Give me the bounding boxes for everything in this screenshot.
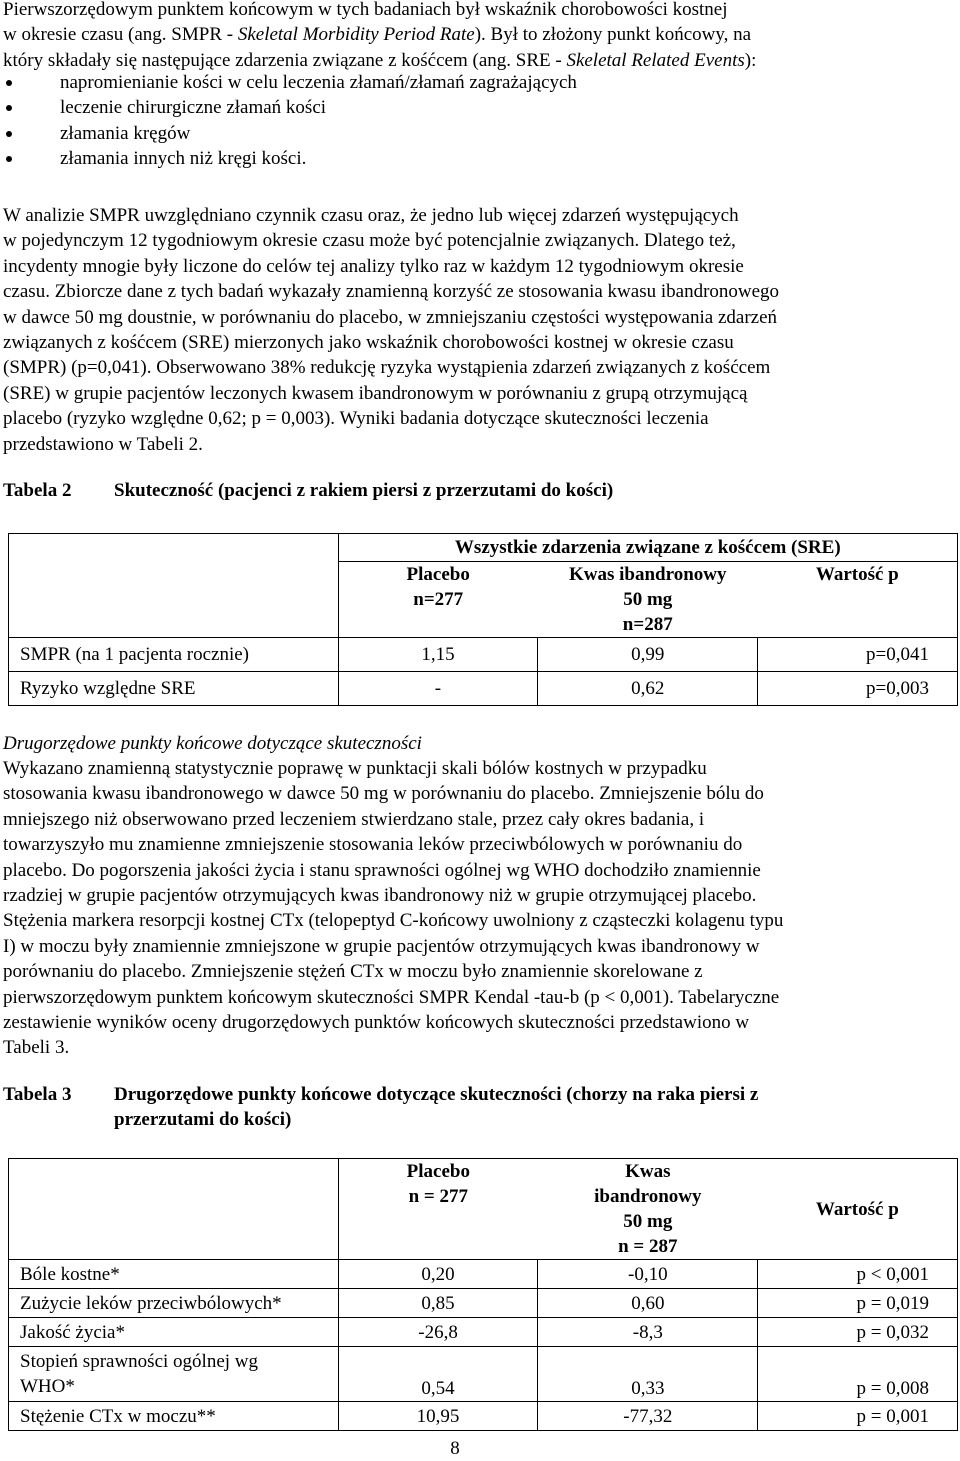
bullet-item: złamania innych niż kręgi kości. [0,146,577,171]
table-row [9,1289,958,1318]
table3-col-iban-label-2: ibandronowy [594,1186,702,1207]
secondary-line: Tabeli 3. [3,1037,70,1059]
table3-cell-iban: -8,3 [538,1318,758,1347]
secondary-line: towarzyszyło mu znamienne zmniejszenie stosowania leków przeciwbólowych w porównaniu do [3,834,743,856]
secondary-line: rzadziej w grupie pacjentów otrzymujących kwas ibandronowy niż w grupie otrzymującej placebo. [3,885,757,907]
table3-title [114,1082,914,1133]
table3-cell-placebo: -26,8 [338,1318,538,1347]
table3-title-line-1: Drugorzędowe punkty końcowe dotyczące skuteczności (chorzy na raka piersi z [114,1084,759,1105]
analysis-line: w dawce 50 mg doustnie, w porównaniu do placebo, w zmniejszaniu częstości występowania zdarzeń [3,306,778,328]
table2-col-placebo-n: n=277 [413,589,464,610]
table2-group-header: Wszystkie zdarzenia związane z kośćcem (SRE) [338,534,957,562]
table2-cell-placebo: 1,15 [338,638,538,672]
intro-line-1: Pierwszorzędowym punktem końcowym w tych badaniach był wskaźnik chorobowości kostnej [3,0,728,20]
intro-line-3a: który składały się następujące zdarzenia związane z kośćcem (ang. SRE - [3,49,567,71]
secondary-line: Stężenia markera resorpcji kostnej CTx (telopeptyd C-końcowy uwolniony z cząsteczki kolagenu typu [3,910,784,932]
bullet-item: leczenie chirurgiczne złamań kości [0,95,577,120]
table3-row-label-line-1: Stopień sprawności ogólnej wg [20,1351,259,1372]
table2-col-iban-n: n=287 [622,614,673,635]
analysis-line: (SMPR) (p=0,041). Obserwowano 38% redukcję ryzyka wystąpienia zdarzeń związanych z kośćcem [3,357,771,379]
table3-col-placebo [338,1159,538,1260]
table3-cell-iban: -77,32 [538,1402,758,1431]
table2-row-label: SMPR (na 1 pacjenta rocznie) [9,638,339,672]
table3 [8,1158,958,1431]
table3-cell-p: p = 0,032 [758,1318,958,1347]
table3-col-iban-dose: 50 mg [623,1211,673,1232]
table3-col-iban-label: Kwas [625,1161,671,1182]
table2-header-row [9,534,958,562]
table2-cell-placebo: - [338,672,538,706]
table2-col-iban [538,562,758,638]
table3-cell-placebo: 0,54 [338,1347,538,1402]
table3-cell-placebo: 10,95 [338,1402,538,1431]
table3-row-label: Stężenie CTx w moczu** [9,1402,339,1431]
table2-row-label: Ryzyko względne SRE [9,672,339,706]
sre-bullet-list [0,70,577,172]
table2-cell-p: p=0,041 [758,638,958,672]
table-row [9,1347,958,1402]
table3-cell-iban: -0,10 [538,1260,758,1289]
intro-line-2b: ). Był to złożony punkt końcowy, na [474,24,752,46]
table3-row-label [9,1347,339,1402]
table3-row-label: Zużycie leków przeciwbólowych* [9,1289,339,1318]
table3-cell-p: p = 0,001 [758,1402,958,1431]
intro-line-2-italic: Skeletal Morbidity Period Rate [237,24,475,46]
table3-header-row [9,1159,958,1260]
analysis-line: placebo (ryzyko względne 0,62; p = 0,003). Wyniki badania dotyczące skuteczności leczenia [3,408,709,430]
intro-line-3b: ): [744,49,757,71]
table2-title: Skuteczność (pacjenci z rakiem piersi z przerzutami do kości) [114,480,614,501]
page-number: 8 [450,1438,460,1459]
table-row [9,1402,958,1431]
table3-corner-cell [9,1159,339,1260]
analysis-line: związanych z kośćcem (SRE) mierzonych jako wskaźnik chorobowości kostnej w okresie czasu [3,332,734,354]
secondary-line: placebo. Do pogorszenia jakości życia i stanu sprawności ogólnej wg WHO dochodziło znamiennie [3,859,761,881]
secondary-line: stosowania kwasu ibandronowego w dawce 50 mg w porównaniu do placebo. Zmniejszenie bólu do [3,783,764,805]
table2-col-iban-dose: 50 mg [623,589,673,610]
table2-cell-p: p=0,003 [758,672,958,706]
table2 [8,533,958,706]
table2-col-p: Wartość p [758,562,958,638]
secondary-line: I) w moczu były znamiennie zmniejszone w grupie pacjentów otrzymujących kwas ibandronowy w [3,935,760,957]
table2-cell-iban: 0,99 [538,638,758,672]
analysis-line: incydenty mnogie były liczone do celów tej analizy tylko raz w każdym 12 tygodniowym okresie [3,255,744,277]
table3-row-label: Jakość życia* [9,1318,339,1347]
analysis-line: czasu. Zbiorcze dane z tych badań wykazały znamienną korzyść ze stosowania kwasu ibandronowego [3,281,780,303]
table3-row-label-line-2: WHO* [20,1376,75,1397]
table3-title-line-2: przerzutami do kości) [114,1109,292,1131]
secondary-line: mniejszego niż obserwowano przed leczeniem stwierdzano stale, przez cały okres badania, i [3,808,705,830]
table2-cell-iban: 0,62 [538,672,758,706]
analysis-line: w pojedynczym 12 tygodniowym okresie czasu może być potencjalnie związanych. Dlatego też, [3,230,736,252]
intro-line-2a: w okresie czasu (ang. SMPR - [3,24,238,46]
secondary-line: Wykazano znamienną statystycznie poprawę w punktacji skali bólów kostnych w przypadku [3,758,707,779]
secondary-line: pierwszorzędowym punktem końcowym skuteczności SMPR Kendal -tau-b (p < 0,001). Tabelaryczne [3,986,780,1008]
table3-col-placebo-n: n = 277 [408,1186,468,1207]
secondary-line: zestawienie wyników oceny drugorzędowych punktów końcowych skuteczności przedstawiono w [3,1012,750,1034]
table3-label: Tabela 3 [3,1084,72,1105]
secondary-line: porównaniu do placebo. Zmniejszenie stężeń CTx w moczu było znamiennie skorelowane z [3,961,703,983]
table3-cell-p: p = 0,019 [758,1289,958,1318]
table3-col-iban [538,1159,758,1260]
table-row [9,638,958,672]
table-row [9,1318,958,1347]
table2-col-placebo-label: Placebo [406,564,470,585]
table3-cell-iban: 0,33 [538,1347,758,1402]
bullet-item: napromienianie kości w celu leczenia złamań/złamań zagrażających [0,70,577,95]
bullet-item: złamania kręgów [0,121,577,146]
analysis-line: W analizie SMPR uwzględniano czynnik czasu oraz, że jedno lub więcej zdarzeń występujących [3,205,739,226]
analysis-line: przedstawiono w Tabeli 2. [3,433,203,455]
table3-cell-placebo: 0,85 [338,1289,538,1318]
table3-col-iban-n: n = 287 [618,1236,678,1257]
table3-cell-placebo: 0,20 [338,1260,538,1289]
intro-paragraph [3,0,958,73]
table3-col-placebo-label: Placebo [406,1161,470,1182]
table3-row-label: Bóle kostne* [9,1260,339,1289]
analysis-line: (SRE) w grupie pacjentów leczonych kwasem ibandronowym w porównaniu z grupą otrzymującą [3,382,748,404]
table2-corner-cell [9,534,339,638]
table3-cell-iban: 0,60 [538,1289,758,1318]
intro-line-3-italic: Skeletal Related Events [566,49,745,71]
table2-col-placebo [338,562,538,638]
secondary-endpoints-paragraph [3,756,958,1061]
table3-cell-p: p = 0,008 [758,1347,958,1402]
table3-col-p: Wartość p [758,1159,958,1260]
table-row [9,1260,958,1289]
analysis-paragraph [3,203,958,457]
table-row [9,672,958,706]
table3-cell-p: p < 0,001 [758,1260,958,1289]
table2-label: Tabela 2 [3,480,72,501]
secondary-endpoints-heading: Drugorzędowe punkty końcowe dotyczące skuteczności [3,733,422,754]
table2-col-iban-label: Kwas ibandronowy [568,564,727,585]
